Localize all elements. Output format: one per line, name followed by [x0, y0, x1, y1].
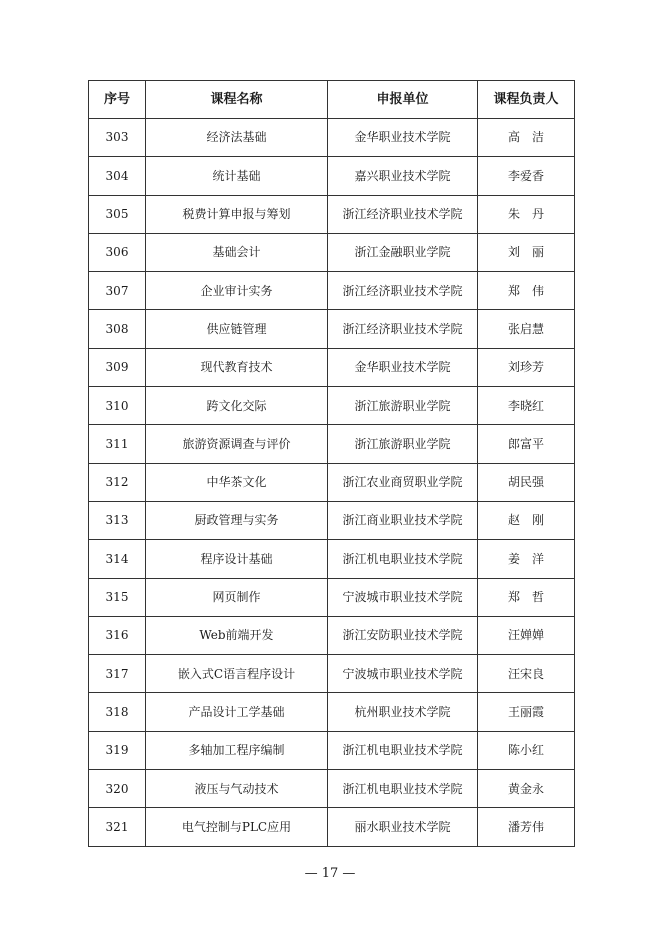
cell-course-lead: 刘 丽: [478, 233, 575, 271]
cell-course-name: 厨政管理与实务: [146, 501, 328, 539]
table-row: [89, 425, 575, 463]
cell-course-lead: 郎富平: [478, 425, 575, 463]
cell-applicant-unit: 浙江机电职业技术学院: [328, 731, 478, 769]
table-row: [89, 770, 575, 808]
cell-course-name: 旅游资源调查与评价: [146, 425, 328, 463]
table-row: [89, 693, 575, 731]
cell-applicant-unit: 浙江安防职业技术学院: [328, 616, 478, 654]
cell-seq: 304: [89, 157, 146, 195]
cell-seq: 317: [89, 655, 146, 693]
cell-course-lead: 王丽霞: [478, 693, 575, 731]
cell-applicant-unit: 浙江机电职业技术学院: [328, 540, 478, 578]
table-row: [89, 808, 575, 846]
cell-course-lead: 黄金永: [478, 770, 575, 808]
cell-applicant-unit: 宁波城市职业技术学院: [328, 655, 478, 693]
cell-course-lead: 高 洁: [478, 119, 575, 157]
table-row: [89, 731, 575, 769]
cell-applicant-unit: 丽水职业技术学院: [328, 808, 478, 846]
cell-course-name: 基础会计: [146, 233, 328, 271]
cell-seq: 318: [89, 693, 146, 731]
cell-course-name: 产品设计工学基础: [146, 693, 328, 731]
header-course-lead: 课程负责人: [478, 81, 575, 119]
cell-course-name: 网页制作: [146, 578, 328, 616]
cell-course-lead: 陈小红: [478, 731, 575, 769]
course-table: [88, 80, 575, 847]
cell-seq: 311: [89, 425, 146, 463]
table-row: [89, 387, 575, 425]
cell-course-lead: 李爱香: [478, 157, 575, 195]
cell-applicant-unit: 杭州职业技术学院: [328, 693, 478, 731]
cell-course-name: 程序设计基础: [146, 540, 328, 578]
header-course-name: 课程名称: [146, 81, 328, 119]
cell-seq: 308: [89, 310, 146, 348]
cell-seq: 303: [89, 119, 146, 157]
cell-seq: 314: [89, 540, 146, 578]
cell-course-name: 中华茶文化: [146, 463, 328, 501]
cell-course-lead: 姜 洋: [478, 540, 575, 578]
cell-applicant-unit: 宁波城市职业技术学院: [328, 578, 478, 616]
cell-course-name: 嵌入式C语言程序设计: [146, 655, 328, 693]
cell-seq: 309: [89, 348, 146, 386]
cell-seq: 315: [89, 578, 146, 616]
cell-course-lead: 刘珍芳: [478, 348, 575, 386]
cell-applicant-unit: 浙江机电职业技术学院: [328, 770, 478, 808]
cell-course-lead: 郑 伟: [478, 272, 575, 310]
cell-applicant-unit: 浙江经济职业技术学院: [328, 272, 478, 310]
cell-course-name: 统计基础: [146, 157, 328, 195]
cell-seq: 305: [89, 195, 146, 233]
cell-course-lead: 汪宋良: [478, 655, 575, 693]
table-row: [89, 616, 575, 654]
cell-seq: 316: [89, 616, 146, 654]
cell-course-lead: 郑 哲: [478, 578, 575, 616]
table-row: [89, 310, 575, 348]
cell-course-name: 跨文化交际: [146, 387, 328, 425]
cell-applicant-unit: 嘉兴职业技术学院: [328, 157, 478, 195]
cell-course-lead: 汪婵婵: [478, 616, 575, 654]
cell-course-name: 供应链管理: [146, 310, 328, 348]
cell-course-name: 经济法基础: [146, 119, 328, 157]
table-row: [89, 540, 575, 578]
cell-seq: 307: [89, 272, 146, 310]
table-row: [89, 157, 575, 195]
cell-course-lead: 潘芳伟: [478, 808, 575, 846]
cell-applicant-unit: 浙江经济职业技术学院: [328, 195, 478, 233]
cell-applicant-unit: 金华职业技术学院: [328, 348, 478, 386]
cell-applicant-unit: 浙江旅游职业学院: [328, 425, 478, 463]
cell-course-name: 液压与气动技术: [146, 770, 328, 808]
cell-applicant-unit: 浙江农业商贸职业学院: [328, 463, 478, 501]
cell-seq: 321: [89, 808, 146, 846]
table-row: [89, 463, 575, 501]
table-row: [89, 578, 575, 616]
cell-course-lead: 李晓红: [478, 387, 575, 425]
cell-seq: 319: [89, 731, 146, 769]
table-body: [89, 119, 575, 847]
cell-course-lead: 张启慧: [478, 310, 575, 348]
cell-applicant-unit: 浙江金融职业学院: [328, 233, 478, 271]
cell-course-name: 税费计算申报与筹划: [146, 195, 328, 233]
cell-seq: 313: [89, 501, 146, 539]
cell-seq: 312: [89, 463, 146, 501]
table-row: [89, 233, 575, 271]
cell-applicant-unit: 金华职业技术学院: [328, 119, 478, 157]
cell-applicant-unit: 浙江商业职业技术学院: [328, 501, 478, 539]
table-row: [89, 348, 575, 386]
cell-course-lead: 赵 刚: [478, 501, 575, 539]
cell-course-name: 企业审计实务: [146, 272, 328, 310]
cell-course-name: 现代教育技术: [146, 348, 328, 386]
cell-course-name: Web前端开发: [146, 616, 328, 654]
table-row: [89, 272, 575, 310]
cell-applicant-unit: 浙江经济职业技术学院: [328, 310, 478, 348]
table-row: [89, 195, 575, 233]
table-row: [89, 119, 575, 157]
page-number: — 17 —: [304, 866, 356, 881]
table-row: [89, 655, 575, 693]
cell-applicant-unit: 浙江旅游职业学院: [328, 387, 478, 425]
table-header-row: [89, 81, 575, 119]
cell-course-lead: 胡民强: [478, 463, 575, 501]
cell-course-name: 多轴加工程序编制: [146, 731, 328, 769]
cell-course-lead: 朱 丹: [478, 195, 575, 233]
table-row: [89, 501, 575, 539]
cell-seq: 310: [89, 387, 146, 425]
header-seq: 序号: [89, 81, 146, 119]
cell-course-name: 电气控制与PLC应用: [146, 808, 328, 846]
cell-seq: 320: [89, 770, 146, 808]
cell-seq: 306: [89, 233, 146, 271]
header-applicant-unit: 申报单位: [328, 81, 478, 119]
